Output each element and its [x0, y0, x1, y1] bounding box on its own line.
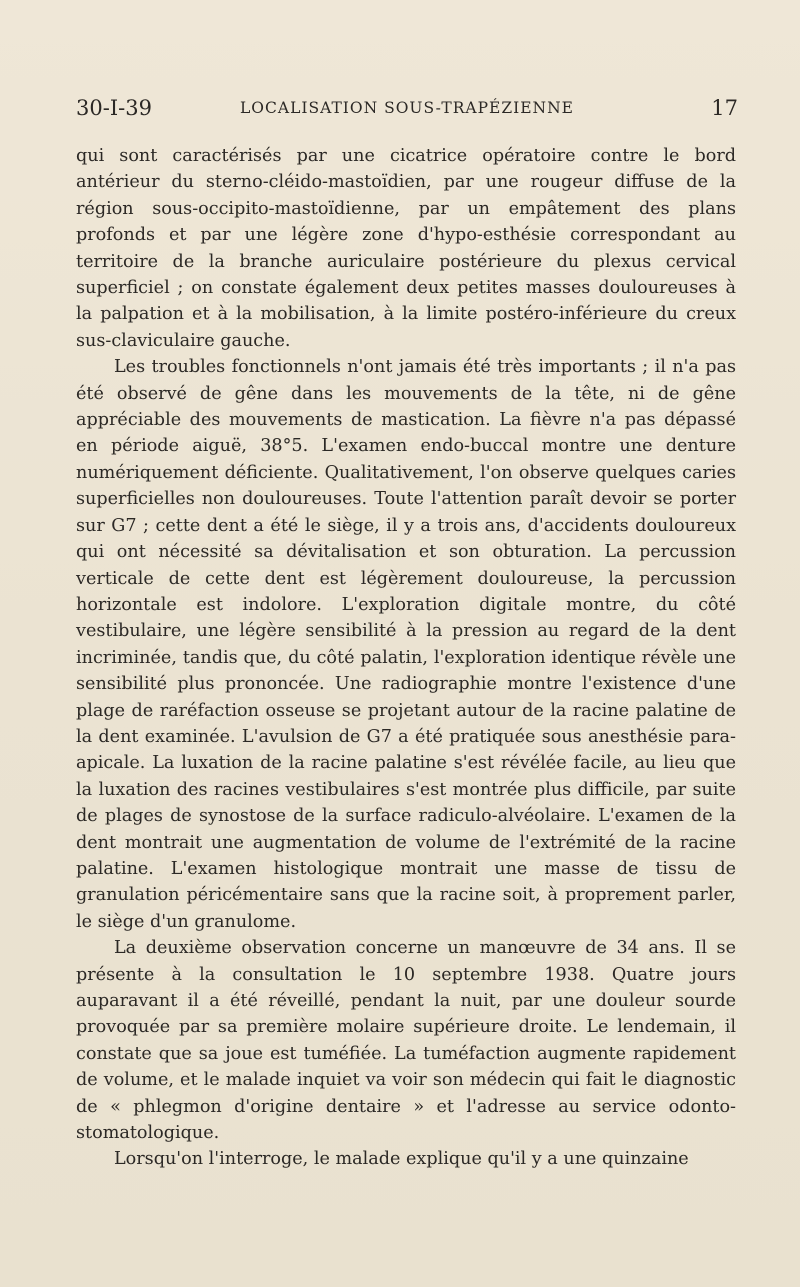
- page-number: 17: [711, 96, 738, 120]
- paragraph-symptoms: Les troubles fonctionnels n'ont jamais été très importants ; il n'a pas été observé de gêne dans les mouvements de la tête, ni de gêne appréciable des mouvements de mastication. La fièvre n'a pas dépassé en période aiguë, 38°5. L'examen endo-buccal montre une denture numériquement déficiente. Qualitativement, l'on observe quelques caries superficielles non douloureuses. Toute l'attention paraît devoir se porter sur G7 ; cette dent a été le siège, il y a trois ans, d'accidents douloureux qui ont nécessité sa dévitalisation et son obturation. La percussion verticale de cette dent est légèrement douloureuse, la percussion horizontale est indolore. L'exploration digitale montre, du côté vestibulaire, une légère sensibilité à la pression au regard de la dent incriminée, tandis que, du côté palatin, l'exploration identique révèle une sensibilité plus prononcée. Une radiographie montre l'existence d'une plage de raréfaction osseuse se projetant autour de la racine palatine de la dent examinée. L'avulsion de G7 a été pratiquée sous anesthésie para-apicale. La luxation de la racine palatine s'est révélée facile, au lieu que la luxation des racines vestibulaires s'est montrée plus difficile, par suite de plages de synostose de la surface radiculo-alvéolaire. L'examen de la dent montrait une augmentation de volume de l'extrémité de la racine palatine. L'examen histologique montrait une masse de tissu de granulation péricémentaire sans que la racine soit, à proprement parler, le siège d'un granulome.: [76, 357, 736, 932]
- paragraph-second-observation: La deuxième observation concerne un manœuvre de 34 ans. Il se présente à la consultation le 10 septembre 1938. Quatre jours auparavant il a été réveillé, pendant la nuit, par une douleur sourde provoquée par sa première molaire supérieure droite. Le lendemain, il constate que sa joue est tuméfiée. La tuméfaction augmente rapidement de volume, et le malade inquiet va voir son médecin qui fait le diagnostic de « phlegmon d'origine dentaire » et l'adresse au service odonto-stomatologique.: [76, 938, 736, 1144]
- paragraph-continuation: qui sont caractérisés par une cicatrice opératoire contre le bord antérieur du sterno-cléido-mastoïdien, par une rougeur diffuse de la région sous-occipito-mastoïdienne, par un empâtement des plans profonds et par une légère zone d'hypo-esthésie correspondant au territoire de la branche auriculaire postérieure du plexus cervical superficiel ; on constate également deux petites masses douloureuses à la palpation et à la mobilisation, à la limite postéro-inférieure du creux sus-claviculaire gauche.: [76, 146, 736, 351]
- header-title: LOCALISATION SOUS-TRAPÉZIENNE: [240, 99, 574, 117]
- paragraph-interrogation: Lorsqu'on l'interroge, le malade explique qu'il y a une quinzaine: [114, 1149, 689, 1170]
- header-date: 30-I-39: [76, 96, 152, 120]
- body-text: [76, 143, 736, 1173]
- running-header: [76, 96, 738, 130]
